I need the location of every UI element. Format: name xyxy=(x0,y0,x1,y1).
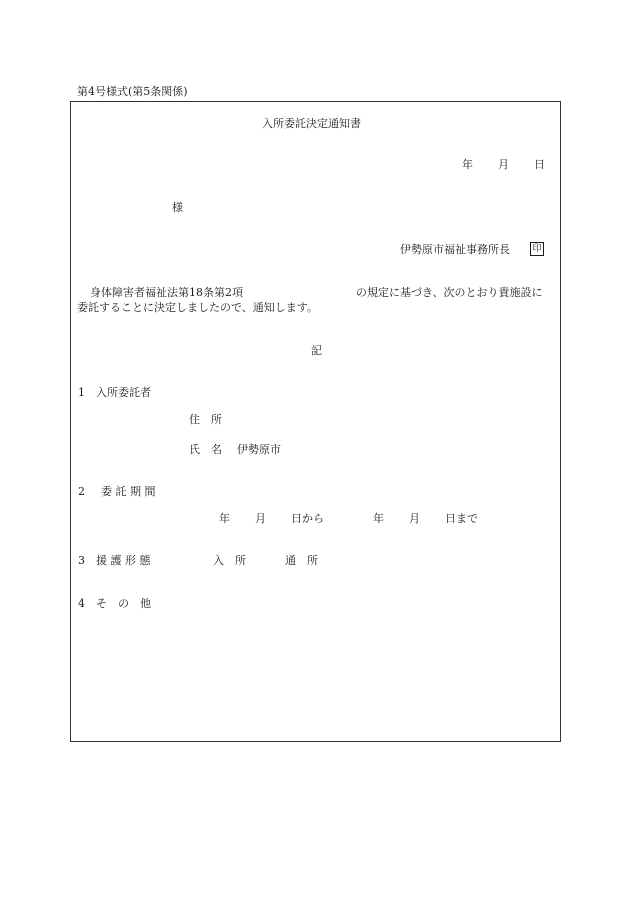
period-end-day: 日まで xyxy=(445,512,478,525)
item1-label: 入所委託者 xyxy=(96,386,151,399)
support-option-daycare: 通 所 xyxy=(285,554,318,567)
name-value: 伊勢原市 xyxy=(237,443,281,456)
item1-number: 1 xyxy=(78,386,85,399)
item2-label: 委 託 期 間 xyxy=(101,485,156,498)
form-border xyxy=(70,101,561,742)
period-start-day: 日から xyxy=(291,512,324,525)
period-end-year: 年 xyxy=(373,512,384,525)
support-option-residential: 入 所 xyxy=(213,554,246,567)
address-label: 住 所 xyxy=(189,413,222,426)
body-law-reference: 身体障害者福祉法第18条第2項 xyxy=(90,286,243,299)
date-month-label: 月 xyxy=(498,158,509,171)
item4-label: そ の 他 xyxy=(96,597,151,610)
form-number: 第4号様式(第5条関係) xyxy=(77,85,188,98)
item3-number: 3 xyxy=(78,554,85,567)
ki-heading: 記 xyxy=(311,344,322,357)
seal-mark: 印 xyxy=(530,242,544,256)
body-line2: 委託することに決定しましたので、通知します。 xyxy=(77,301,318,314)
addressee-suffix: 様 xyxy=(172,201,183,214)
item3-label: 援 護 形 態 xyxy=(96,554,151,567)
document-title: 入所委託決定通知書 xyxy=(262,117,361,130)
period-start-year: 年 xyxy=(219,512,230,525)
item2-number: 2 xyxy=(78,485,85,498)
body-line1-rest: の規定に基づき、次のとおり貴施設に xyxy=(356,286,543,299)
period-end-month: 月 xyxy=(409,512,420,525)
date-day-label: 日 xyxy=(534,158,545,171)
period-start-month: 月 xyxy=(255,512,266,525)
item4-number: 4 xyxy=(78,597,85,610)
date-year-label: 年 xyxy=(462,158,473,171)
issuer-name: 伊勢原市福祉事務所長 xyxy=(400,243,510,256)
name-label: 氏 名 xyxy=(189,443,222,456)
